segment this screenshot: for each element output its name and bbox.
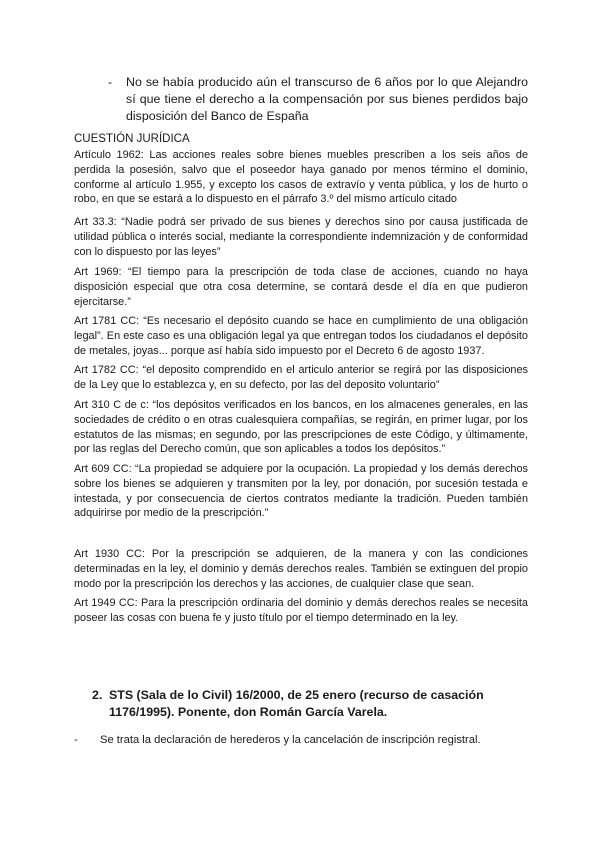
case-bullet: [74, 733, 528, 748]
case-heading: [92, 687, 512, 721]
article-paragraph: Art 1949 CC: Para la prescripción ordinaria del dominio y demás derechos reales se necesita poseer las cosas con buena fe y justo título por el tiempo determinado en la ley.: [74, 597, 528, 624]
article-paragraph: Art 1781 CC: “Es necesario el depósito cuando se hace en cumplimiento de una obligación legal”. En este caso es una obligación legal ya que entregan todos los ciudadanos el depósito de metales, joyas... porque así había sido impuesto por el Decreto 6 de agosto 1937.: [74, 315, 528, 357]
case-heading-text: STS (Sala de lo Civil) 16/2000, de 25 enero (recurso de casación 1176/1995). Ponente, don Román García Varela.: [109, 688, 484, 719]
article-paragraph: Art 33.3: “Nadie podrá ser privado de sus bienes y derechos sino por causa justificada de utilidad pública o interés social, mediante la correspondiente indemnización y de conformidad con lo dispuesto por las leyes”: [74, 216, 528, 258]
article-paragraph: Art 1969: “El tiempo para la prescripción de toda clase de acciones, cuando no haya disposición especial que otra cosa determine, se contará desde el día en que pudieron ejercitarse.”: [74, 266, 528, 308]
article-paragraph: Art 1782 CC: “el deposito comprendido en el articulo anterior se regirá por las disposiciones de la Ley que lo establezca y, en su defecto, por las del deposito voluntario”: [74, 364, 528, 391]
case-number: 2.: [92, 688, 103, 702]
intro-bullet-text: No se había producido aún el transcurso de 6 años por lo que Alejandro sí que tiene el derecho a la compensación por sus bienes perdidos bajo disposición del Banco de España: [126, 75, 528, 123]
article-paragraph: Artículo 1962: Las acciones reales sobre bienes muebles prescriben a los seis años de perdida la posesión, salvo que el poseedor haya ganado por menos término el dominio, conforme al artículo 1.955, y excepto los casos de extravío y venta pública, y los de hurto o robo, en que se estará a lo dispuesto en el párrafo 3.º del mismo artículo citado: [74, 149, 528, 206]
section-title: CUESTIÓN JURÍDICA: [74, 133, 190, 145]
bullet-marker: -: [74, 734, 78, 746]
article-paragraph: Art 310 C de c: “los depósitos verificados en los bancos, en los almacenes generales, en las sociedades de crédito o en otras cualesquiera compañías, se regirán, en primer lugar, por los estatutos de las mismas; en segundo, por las prescripciones de este Código, y últimamente, por las reglas del Derecho común, que son aplicables a todos los depósitos.”: [74, 399, 528, 456]
intro-bullet: [108, 74, 528, 125]
article-paragraph: Art 609 CC: “La propiedad se adquiere por la ocupación. La propiedad y los demás derechos sobre los bienes se adquieren y transmiten por la ley, por donación, por sucesión testada e intestada, y por consecuencia de ciertos contratos mediante la tradición. Pueden también adquirirse por medio de la prescripción.”: [74, 463, 528, 520]
case-bullet-text: Se trata la declaración de herederos y la cancelación de inscripción registral.: [100, 734, 481, 746]
article-paragraph: Art 1930 CC: Por la prescripción se adquieren, de la manera y con las condiciones determinadas en la ley, el dominio y demás derechos reales. También se extinguen del propio modo por la prescripción los derechos y las acciones, de cualquier clase que sean.: [74, 548, 528, 590]
bullet-marker: -: [108, 75, 113, 89]
